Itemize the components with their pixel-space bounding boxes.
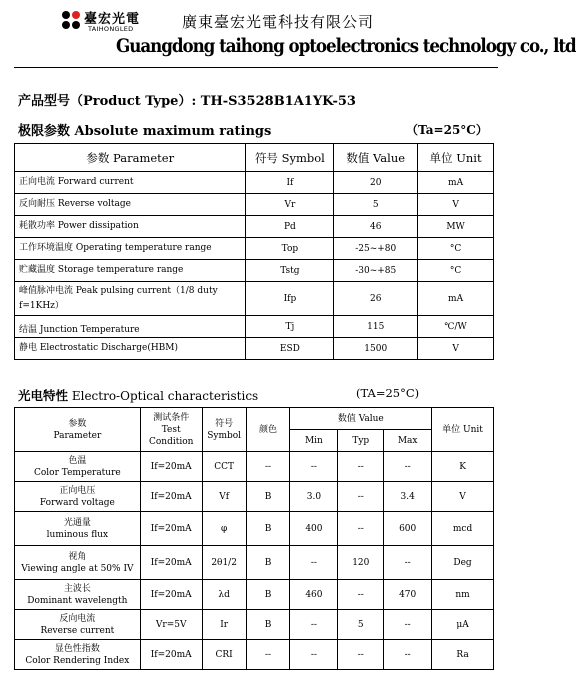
table-row <box>15 238 494 260</box>
symbol-cell: Vf <box>202 482 246 512</box>
header-max: Max <box>384 430 432 452</box>
table-row <box>15 640 494 670</box>
param-cn: 主波长 <box>63 583 91 594</box>
color-cell: B <box>246 580 290 610</box>
value-cell: 20 <box>334 172 418 194</box>
typ-cell: -- <box>338 482 384 512</box>
param-en: luminous flux <box>46 529 109 540</box>
header-unit: 单位 Unit <box>432 408 494 452</box>
max-cell: -- <box>384 452 432 482</box>
logo-subtext: TAIHONGLED <box>88 25 134 33</box>
param-cn: 显色性指数 <box>54 643 100 654</box>
max-cell: 470 <box>384 580 432 610</box>
unit-cell: nm <box>432 580 494 610</box>
symbol-cell: CRI <box>202 640 246 670</box>
company-name-en: Guangdong taihong optoelectronics technology co., ltd <box>116 35 576 57</box>
typ-cell: 120 <box>338 546 384 580</box>
header-cond-en1: Test <box>161 424 181 435</box>
max-cell: -- <box>384 640 432 670</box>
absolute-title-cn: 极限参数 <box>18 124 71 139</box>
symbol-cell: Vr <box>246 194 334 216</box>
electro-condition: (TA=25°C) <box>356 386 420 400</box>
unit-cell: μA <box>432 610 494 640</box>
param-en: Viewing angle at 50% IV <box>21 563 134 574</box>
color-cell: B <box>246 512 290 546</box>
param-cell: 贮藏温度 Storage temperature range <box>15 260 246 282</box>
table-row <box>15 512 494 546</box>
unit-cell: Deg <box>432 546 494 580</box>
symbol-cell: Tstg <box>246 260 334 282</box>
page-header <box>0 0 576 70</box>
param-en: Dominant wavelength <box>27 595 128 606</box>
typ-cell: -- <box>338 512 384 546</box>
header-value: 数值 Value <box>290 408 432 430</box>
value-cell: -25~+80 <box>334 238 418 260</box>
header-param-en: Parameter <box>53 430 102 441</box>
electro-optical-title <box>18 386 258 404</box>
symbol-cell: Top <box>246 238 334 260</box>
header-symbol-en: Symbol <box>207 430 242 441</box>
min-cell: -- <box>290 640 338 670</box>
param-cn: 光通量 <box>63 517 91 528</box>
param-cell: 静电 Electrostatic Discharge(HBM) <box>15 338 246 360</box>
table-row <box>15 482 494 512</box>
table-row <box>15 546 494 580</box>
condition-cell: If=20mA <box>140 482 202 512</box>
param-cn: 色温 <box>68 455 87 466</box>
header-symbol-cn: 符号 <box>215 418 234 429</box>
symbol-cell: 2θ1/2 <box>202 546 246 580</box>
symbol-cell: Pd <box>246 216 334 238</box>
header-unit: 单位 Unit <box>418 144 494 172</box>
condition-cell: If=20mA <box>140 452 202 482</box>
header-value: 数值 Value <box>334 144 418 172</box>
min-cell: -- <box>290 452 338 482</box>
symbol-cell: φ <box>202 512 246 546</box>
color-cell: -- <box>246 452 290 482</box>
symbol-cell: λd <box>202 580 246 610</box>
symbol-cell: ESD <box>246 338 334 360</box>
max-cell: 600 <box>384 512 432 546</box>
param-cell <box>15 452 141 482</box>
unit-cell: K <box>432 452 494 482</box>
unit-cell: Ra <box>432 640 494 670</box>
header-param-cn: 参数 <box>68 418 87 429</box>
absolute-title-en: Absolute maximum ratings <box>74 124 272 139</box>
condition-cell: Vr=5V <box>140 610 202 640</box>
min-cell: 3.0 <box>290 482 338 512</box>
param-cell <box>15 482 141 512</box>
param-cell: 反向耐压 Reverse voltage <box>15 194 246 216</box>
table-row <box>15 194 494 216</box>
param-en: Reverse current <box>40 625 115 636</box>
header-parameter: 参数 Parameter <box>15 144 246 172</box>
max-cell: -- <box>384 546 432 580</box>
typ-cell: -- <box>338 640 384 670</box>
param-cell: 结温 Junction Temperature <box>15 316 246 338</box>
unit-cell: °C <box>418 238 494 260</box>
value-cell: 46 <box>334 216 418 238</box>
company-name-cn: 廣東臺宏光電科技有限公司 <box>182 13 375 31</box>
unit-cell: MW <box>418 216 494 238</box>
param-cn: 视角 <box>68 551 87 562</box>
header-color: 颜色 <box>246 408 290 452</box>
min-cell: 400 <box>290 512 338 546</box>
param-cell <box>15 580 141 610</box>
header-cond-cn: 测试条件 <box>153 412 190 423</box>
param-cn: 正向电压 <box>59 485 96 496</box>
table-header-row <box>15 144 494 172</box>
color-cell: B <box>246 482 290 512</box>
table-row <box>15 216 494 238</box>
unit-cell: mA <box>418 282 494 316</box>
param-cell: 耗散功率 Power dissipation <box>15 216 246 238</box>
electro-optical-table <box>14 407 494 670</box>
symbol-cell: If <box>246 172 334 194</box>
typ-cell: -- <box>338 580 384 610</box>
logo-dots-icon <box>60 9 82 31</box>
condition-cell: If=20mA <box>140 512 202 546</box>
param-cell: 工作环境温度 Operating temperature range <box>15 238 246 260</box>
table-row <box>15 260 494 282</box>
symbol-cell: Ir <box>202 610 246 640</box>
condition-cell: If=20mA <box>140 640 202 670</box>
table-header-row <box>15 408 494 430</box>
value-cell: 5 <box>334 194 418 216</box>
typ-cell: 5 <box>338 610 384 640</box>
param-en: Forward voltage <box>39 497 115 508</box>
param-cell: 正向电流 Forward current <box>15 172 246 194</box>
param-cell: 峰值脉冲电流 Peak pulsing current（1/8 duty f=1KHz） <box>15 282 246 316</box>
value-cell: -30~+85 <box>334 260 418 282</box>
condition-cell: If=20mA <box>140 546 202 580</box>
header-typ: Typ <box>338 430 384 452</box>
value-cell: 26 <box>334 282 418 316</box>
param-cell <box>15 512 141 546</box>
table-row <box>15 580 494 610</box>
absolute-condition: （Ta=25°C） <box>406 123 488 137</box>
unit-cell: V <box>418 338 494 360</box>
min-cell: -- <box>290 546 338 580</box>
param-en: Color Temperature <box>34 467 121 478</box>
unit-cell: V <box>418 194 494 216</box>
value-cell: 115 <box>334 316 418 338</box>
company-logo <box>60 8 152 38</box>
unit-cell: V <box>432 482 494 512</box>
product-type: 产品型号（Product Type）: TH-S3528B1A1YK-53 <box>18 94 356 109</box>
param-cell <box>15 546 141 580</box>
table-row <box>15 452 494 482</box>
unit-cell: °C <box>418 260 494 282</box>
symbol-cell: CCT <box>202 452 246 482</box>
unit-cell: mA <box>418 172 494 194</box>
min-cell: -- <box>290 610 338 640</box>
unit-cell: ℃/W <box>418 316 494 338</box>
absolute-ratings-table <box>14 143 494 360</box>
color-cell: B <box>246 546 290 580</box>
table-row <box>15 610 494 640</box>
symbol-cell: Ifp <box>246 282 334 316</box>
header-divider <box>14 67 498 68</box>
max-cell: -- <box>384 610 432 640</box>
table-row <box>15 282 494 316</box>
header-parameter <box>15 408 141 452</box>
electro-title-en: Electro-Optical characteristics <box>71 389 259 403</box>
electro-title-cn: 光电特性 <box>18 388 69 403</box>
param-cell <box>15 610 141 640</box>
max-cell: 3.4 <box>384 482 432 512</box>
param-cn: 反向电流 <box>59 613 96 624</box>
table-row <box>15 172 494 194</box>
param-cell <box>15 640 141 670</box>
unit-cell: mcd <box>432 512 494 546</box>
color-cell: -- <box>246 640 290 670</box>
min-cell: 460 <box>290 580 338 610</box>
value-cell: 1500 <box>334 338 418 360</box>
color-cell: B <box>246 610 290 640</box>
param-en: Color Rendering Index <box>25 655 130 666</box>
condition-cell: If=20mA <box>140 580 202 610</box>
symbol-cell: Tj <box>246 316 334 338</box>
typ-cell: -- <box>338 452 384 482</box>
logo-text: 臺宏光電 <box>84 12 141 27</box>
header-test-condition <box>140 408 202 452</box>
header-cond-en2: Condition <box>148 436 194 447</box>
table-row <box>15 338 494 360</box>
header-symbol: 符号 Symbol <box>246 144 334 172</box>
header-symbol <box>202 408 246 452</box>
table-row <box>15 316 494 338</box>
absolute-ratings-title <box>18 120 271 139</box>
header-min: Min <box>290 430 338 452</box>
